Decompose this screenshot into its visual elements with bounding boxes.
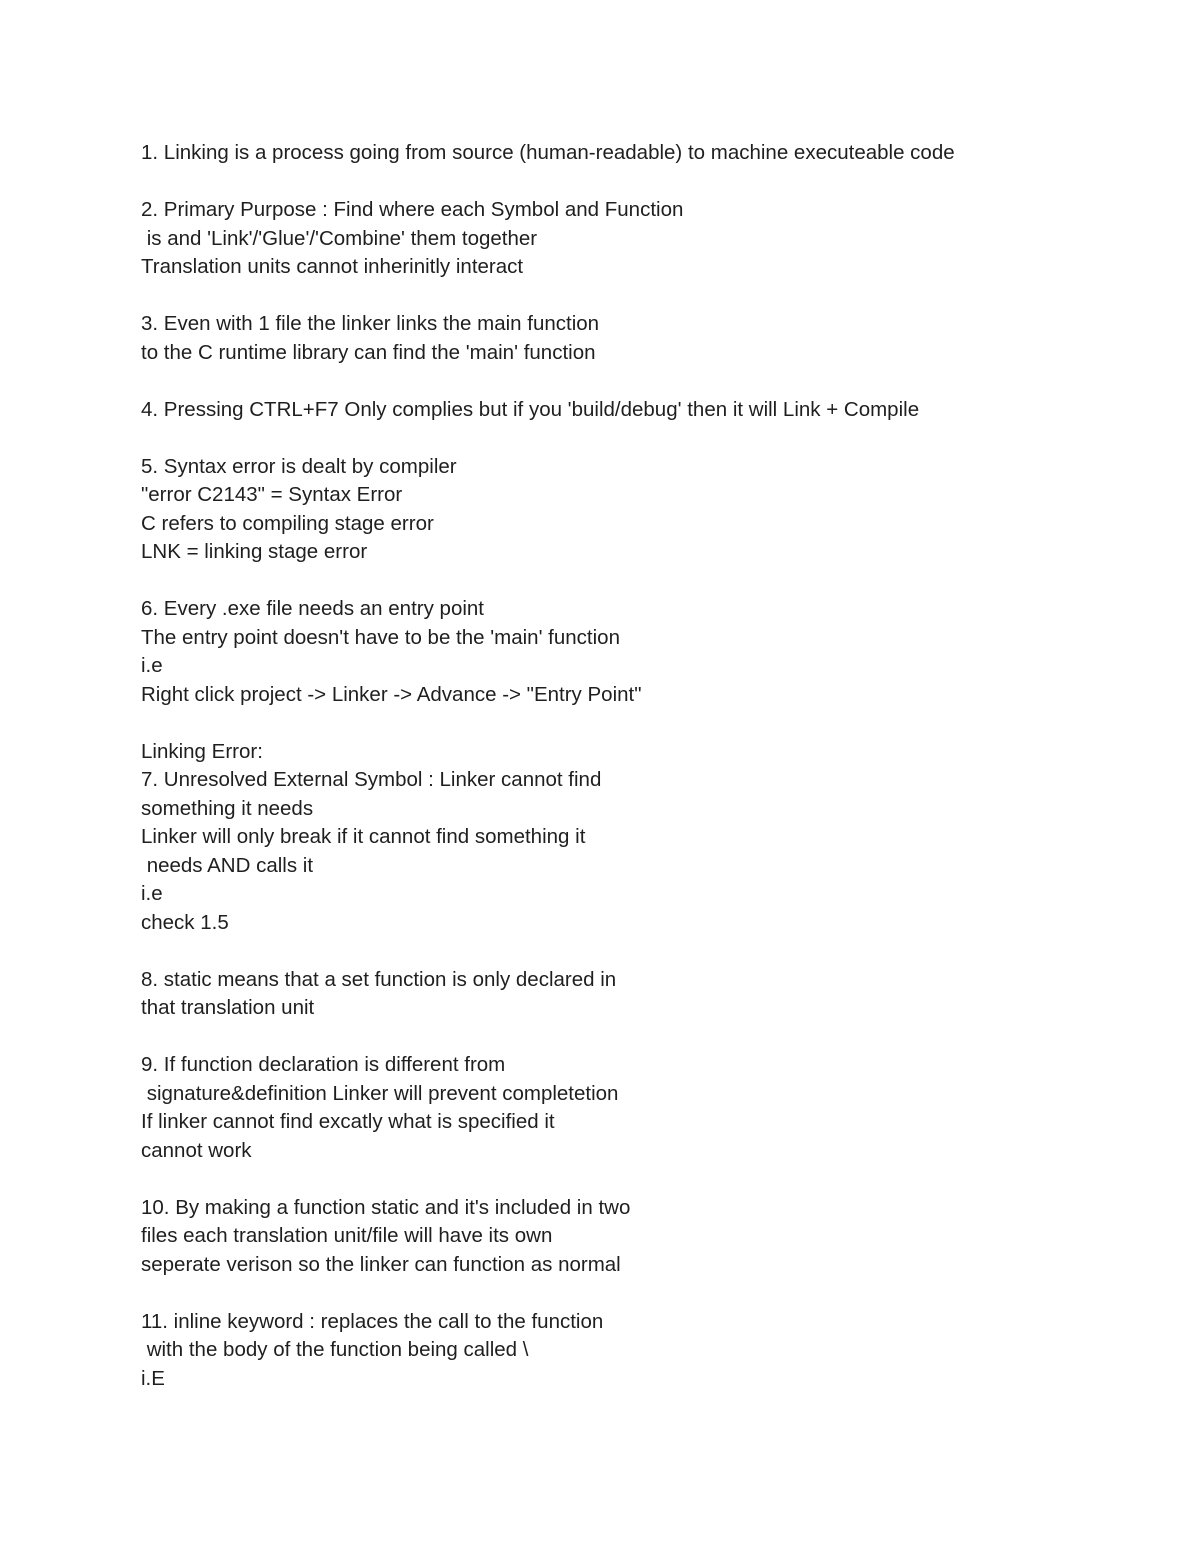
text-line: If linker cannot find excatly what is specified it (141, 1110, 555, 1133)
text-line: LNK = linking stage error (141, 540, 368, 563)
document-body (141, 139, 1141, 1393)
blank-line (141, 709, 1141, 738)
text-line: cannot work (141, 1138, 252, 1162)
blank-line (141, 1279, 1141, 1308)
text-line: Linker will only break if it cannot find something it (141, 825, 586, 848)
blank-line (141, 1023, 1141, 1052)
text-line: 10. By making a function static and it's included in two (141, 1195, 631, 1219)
blank-line (141, 1165, 1141, 1194)
blank-line (141, 937, 1141, 966)
text-line: needs AND calls it (141, 853, 314, 877)
text-line: "error C2143" = Syntax Error (141, 483, 403, 506)
text-line: 5. Syntax error is dealt by compiler (141, 454, 457, 478)
text-line: i.e (141, 654, 163, 677)
text-line: C refers to compiling stage error (141, 511, 434, 535)
blank-line (141, 282, 1141, 311)
text-line: that translation unit (141, 996, 315, 1019)
text-line: i.E (141, 1366, 165, 1390)
blank-line (141, 367, 1141, 396)
text-line: Right click project -> Linker -> Advance -> "Entry Point" (141, 682, 642, 706)
text-line: 3. Even with 1 file the linker links the main function (141, 312, 600, 335)
text-line: Linking Error: (141, 739, 263, 763)
text-line: Translation units cannot inherinitly interact (141, 255, 524, 278)
text-line: signature&definition Linker will prevent completetion (141, 1081, 619, 1105)
text-line: 1. Linking is a process going from source (human-readable) to machine executeable code (141, 141, 955, 164)
text-line: something it needs (141, 796, 314, 820)
text-line: 7. Unresolved External Symbol : Linker cannot find (141, 768, 602, 791)
blank-line (141, 567, 1141, 596)
blank-line (141, 168, 1141, 197)
text-line: 9. If function declaration is different from (141, 1053, 506, 1076)
text-line: 11. inline keyword : replaces the call to the function (141, 1309, 604, 1333)
text-line: seperate verison so the linker can function as normal (141, 1252, 621, 1276)
text-line: i.e (141, 882, 163, 905)
blank-line (141, 424, 1141, 453)
text-line: to the C runtime library can find the 'main' function (141, 340, 596, 364)
text-line: is and 'Link'/'Glue'/'Combine' them together (141, 226, 538, 250)
text-line: with the body of the function being called \ (141, 1338, 529, 1361)
text-line: files each translation unit/file will have its own (141, 1224, 553, 1247)
text-line: check 1.5 (141, 910, 229, 934)
text-line: The entry point doesn't have to be the 'main' function (141, 625, 620, 649)
text-line: 2. Primary Purpose : Find where each Symbol and Function (141, 198, 684, 221)
text-line: 8. static means that a set function is only declared in (141, 967, 617, 991)
text-line: 6. Every .exe file needs an entry point (141, 597, 485, 620)
text-line: 4. Pressing CTRL+F7 Only complies but if you 'build/debug' then it will Link + Compile (141, 397, 920, 421)
